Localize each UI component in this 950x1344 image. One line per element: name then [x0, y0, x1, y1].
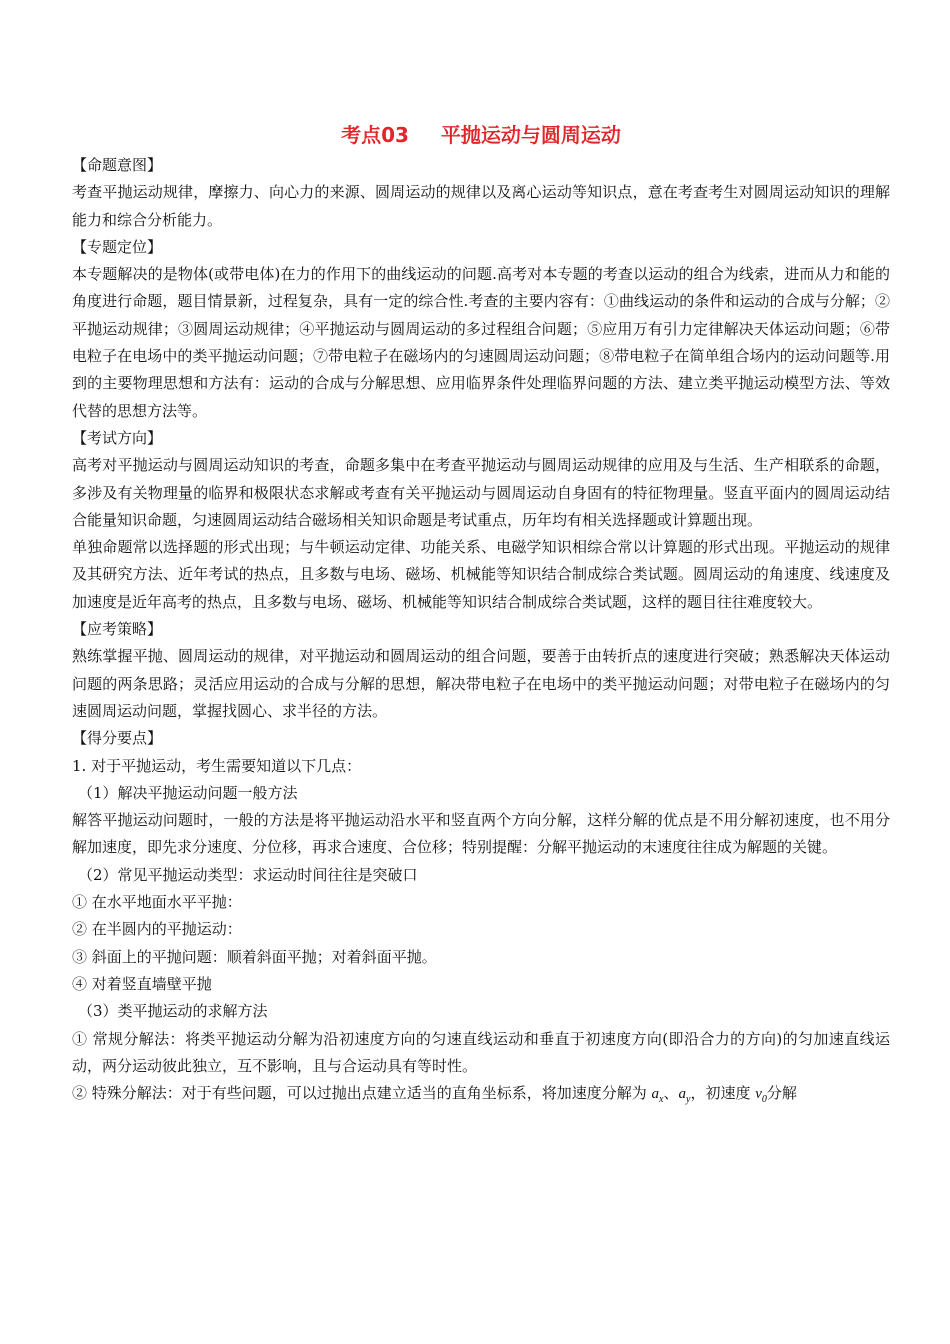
- section-text-direction-2: 单独命题常以选择题的形式出现；与牛顿运动定律、功能关系、电磁学知识相综合常以计算题的形式出现。平抛运动的规律及其研究方法、近年考试的热点，且多数与电场、磁场、机械能等知识结合制成综合类试题。圆周运动的角速度、线速度及加速度是近年高考的热点，且多数与电场、磁场、机械能等知识结合制成综合类试题，这样的题目往往难度较大。: [72, 538, 890, 611]
- text-run: 、: [663, 1084, 679, 1103]
- section-heading-intent: 【命题意图】: [72, 156, 163, 174]
- section-text-intent: 考查平抛运动规律，摩擦力、向心力的来源、圆周运动的规律以及离心运动等知识点，意在考查考生对圆周运动知识的理解能力和综合分析能力。: [72, 183, 890, 229]
- section-heading-direction: 【考试方向】: [72, 428, 163, 447]
- list-item: ③ 斜面上的平抛问题：顺着斜面平抛；对着斜面平抛。: [72, 947, 437, 966]
- text-run: 分解: [766, 1084, 797, 1103]
- list-item: [72, 1080, 890, 1113]
- document-page: [72, 120, 890, 1113]
- list-item: ① 在水平地面水平平抛：: [72, 893, 242, 912]
- key-point-1-3: （3）类平抛运动的求解方法: [78, 1002, 268, 1021]
- section-text-direction-1: 高考对平抛运动与圆周运动知识的考查，命题多集中在考查平抛运动与圆周运动规律的应用及与生活、生产相联系的命题，多涉及有关物理量的临界和极限状态求解或考查有关平抛运动与圆周运动自身固有的特征物理量。竖直平面内的圆周运动结合能量知识命题，匀速圆周运动结合磁场相关知识命题是考试重点，历年均有相关选择题或计算题出现。: [72, 456, 890, 529]
- section-heading-strategy: 【应考策略】: [72, 620, 163, 639]
- list-item: ② 在半圆内的平抛运动：: [72, 920, 242, 939]
- math-ax: a: [651, 1086, 660, 1103]
- math-ay: a: [678, 1086, 687, 1103]
- title-label: 考点03: [341, 123, 409, 147]
- list-item: ① 常规分解法：将类平抛运动分解为沿初速度方向的匀速直线运动和垂直于初速度方向(即沿合力的方向)的匀加速直线运动，两分运动彼此独立，互不影响，且与合运动具有等时性。: [72, 1029, 890, 1075]
- section-text-positioning: 本专题解决的是物体(或带电体)在力的作用下的曲线运动的问题.高考对本专题的考查以运动的组合为线索，进而从力和能的角度进行命题，题目情景新，过程复杂，具有一定的综合性.考查的主要内容有：①曲线运动的条件和运动的合成与分解；②平抛运动规律；③圆周运动规律；④平抛运动与圆周运动的多过程组合问题；⑤应用万有引力定律解决天体运动问题；⑥带电粒子在电场中的类平抛运动问题；⑦带电粒子在磁场内的匀速圆周运动问题；⑧带电粒子在简单组合场内的运动问题等.用到的主要物理思想和方法有：运动的合成与分解思想、应用临界条件处理临界问题的方法、建立类平抛运动模型方法、等效代替的思想方法等。: [72, 265, 890, 420]
- key-point-1: 1. 对于平抛运动，考生需要知道以下几点：: [72, 756, 362, 775]
- math-v0: v: [755, 1086, 762, 1103]
- key-point-1-1-text: 解答平抛运动问题时，一般的方法是将平抛运动沿水平和竖直两个方向分解，这样分解的优点是不用分解初速度，也不用分解加速度，即先求分速度、分位移，再求合速度、合位移；特别提醒：分解平抛运动的末速度往往成为解题的关键。: [72, 811, 890, 857]
- math-ay-sub: y: [686, 1094, 691, 1106]
- page-title: [72, 120, 890, 150]
- section-heading-positioning: 【专题定位】: [72, 237, 163, 256]
- math-v0-sub: 0: [761, 1094, 767, 1106]
- math-ax-sub: x: [659, 1094, 664, 1106]
- key-point-1-1: （1）解决平抛运动问题一般方法: [78, 783, 298, 802]
- text-run: ② 特殊分解法：对于有些问题，可以过抛出点建立适当的直角坐标系，将加速度分解为: [72, 1084, 652, 1103]
- key-point-1-2: （2）常见平抛运动类型：求运动时间往往是突破口: [78, 865, 418, 884]
- text-run: ，初速度: [690, 1084, 756, 1103]
- title-text: 平抛运动与圆周运动: [440, 123, 621, 147]
- list-item: ④ 对着竖直墙壁平抛: [72, 974, 212, 993]
- section-heading-key-points: 【得分要点】: [72, 729, 163, 748]
- section-text-strategy: 熟练掌握平抛、圆周运动的规律，对平抛运动和圆周运动的组合问题，要善于由转折点的速度进行突破；熟悉解决天体运动问题的两条思路；灵活应用运动的合成与分解的思想，解决带电粒子在电场中的类平抛运动问题；对带电粒子在磁场内的匀速圆周运动问题，掌握找圆心、求半径的方法。: [72, 647, 890, 720]
